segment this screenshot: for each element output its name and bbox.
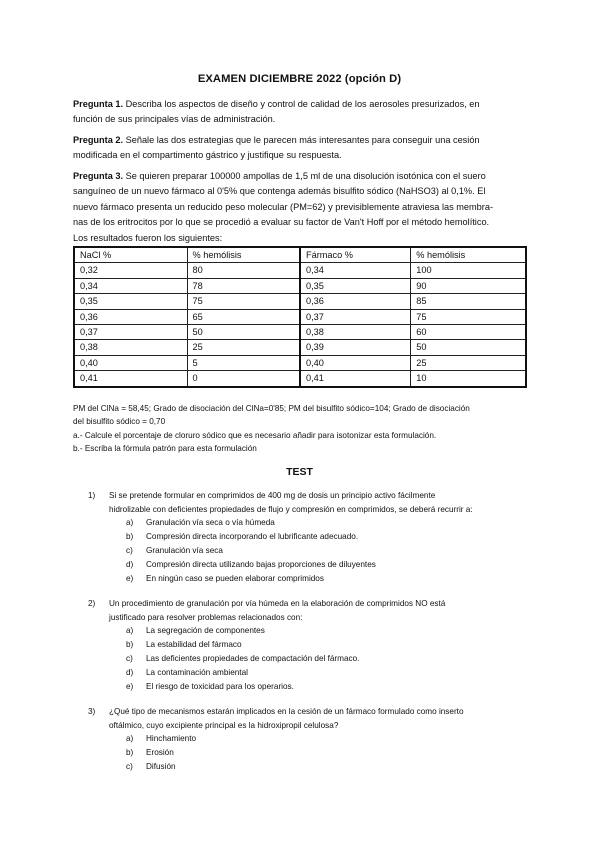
question-3-text-line: Se quieren preparar 100000 ampollas de 1,5 ml de una disolución isotónica con el suero [123,171,486,181]
note-line: del bisulfito sódico = 0,70 [73,417,166,427]
table-cell: 0,37 [300,309,411,324]
option-text: Compresión directa incorporando el lubrificante adecuado. [146,532,359,541]
table-row [74,325,526,340]
question-2 [73,133,528,164]
test-question-text-line: oftálmico, cuyo excipiente principal es la hidroxipropil celulosa? [109,720,339,730]
question-2-label: Pregunta 2. [73,135,124,145]
table-row [74,309,526,324]
table-cell: 0,37 [74,325,187,340]
option-text: La estabilidad del fármaco [146,640,242,649]
test-question-text-line: Si se pretende formular en comprimidos de 400 mg de dosis un principio activo fácilmente [109,491,436,500]
question-3-text-line: sanguíneo de un nuevo fármaco al 0'5% que contenga además bisulfito sódico (NaHSO3) al 0,1%. El [73,186,486,197]
answer-option[interactable] [126,558,376,572]
test-question-text-line: Un procedimiento de granulación por vía húmeda en la elaboración de comprimidos NO está [109,599,446,608]
table-cell: 0,36 [300,294,411,309]
answer-option[interactable] [126,624,265,638]
option-text: Erosión [146,748,174,757]
option-letter: a) [126,734,134,743]
option-letter: d) [126,668,134,677]
question-1-text-line: función de sus principales vías de administración. [73,114,276,125]
table-cell: 0,40 [74,355,187,370]
option-text: Granulación vía seca [146,546,223,555]
table-cell: 5 [187,355,300,370]
answer-option[interactable] [126,680,294,694]
question-3-text-line: nuevo fármaco presenta un reducido peso molecular (PM=62) y previsiblemente atraviesa las membra- [73,201,494,212]
question-1 [73,97,528,128]
option-letter: d) [126,560,134,569]
option-text: El riesgo de toxicidad para los operarios. [146,682,294,691]
table-cell: 0,36 [74,309,187,324]
test-question-text-line: ¿Qué tipo de mecanismos estarán implicados en la cesión de un fármaco formulado como inserto [109,707,464,716]
table-header-cell: % hemólisis [187,247,300,263]
answer-option[interactable] [126,638,242,652]
exam-title: EXAMEN DICIEMBRE 2022 (opción D) [197,73,402,85]
table-row [74,340,526,355]
option-letter: e) [126,574,134,583]
option-text: Las deficientes propiedades de compactación del fármaco. [146,654,360,663]
option-text: La contaminación ambiental [146,668,248,677]
table-cell: 0,32 [74,263,187,278]
table-cell: 0,38 [300,325,411,340]
answer-option[interactable] [126,544,223,558]
option-letter: a) [126,626,134,635]
answer-option[interactable] [126,516,275,530]
table-header-cell: % hemólisis [411,247,526,263]
hemolysis-table [73,246,527,388]
option-letter: e) [126,682,134,691]
option-letter: c) [126,546,133,555]
table-cell: 75 [187,294,300,309]
table-cell: 60 [411,325,526,340]
table-cell: 0,39 [300,340,411,355]
table-cell: 65 [187,309,300,324]
table-cell: 90 [411,278,526,293]
question-2-text-line: modificada en el compartimento gástrico y justifique su respuesta. [73,150,342,161]
question-3 [73,169,528,246]
table-row [74,371,526,387]
test-question-number: 3) [88,707,96,716]
table-row [74,263,526,278]
table-cell: 78 [187,278,300,293]
table-cell: 75 [411,309,526,324]
option-text: La segregación de componentes [146,626,265,635]
test-question-number: 1) [88,491,96,500]
table-cell: 0,34 [300,263,411,278]
option-text: Compresión directa utilizando bajas proporciones de diluyentes [146,560,376,569]
option-letter: b) [126,532,134,541]
option-text: Difusión [146,762,176,771]
table-cell: 0,40 [300,355,411,370]
answer-option[interactable] [126,760,176,774]
table-header-cell: Fármaco % [300,247,411,263]
table-row [74,294,526,309]
answer-option[interactable] [126,666,248,680]
question-2-text-line: Señale las dos estrategias que le parecen más interesantes para conseguir una cesión [123,135,480,145]
option-letter: c) [126,762,133,771]
option-letter: b) [126,748,134,757]
answer-option[interactable] [126,746,174,760]
table-cell: 25 [187,340,300,355]
test-title: TEST [286,466,313,478]
option-letter: b) [126,640,134,649]
question-3-label: Pregunta 3. [73,171,124,181]
question-1-text-line: Describa los aspectos de diseño y control de calidad de los aerosoles presurizados, en [123,99,480,109]
table-cell: 25 [411,355,526,370]
test-question-number: 2) [88,599,96,608]
answer-option[interactable] [126,652,359,666]
answer-option[interactable] [126,572,324,586]
table-cell: 50 [411,340,526,355]
note-line: PM del ClNa = 58,45; Grado de disociación del ClNa=0'85; PM del bisulfito sódico=104; Grado de disociación [73,404,470,413]
table-row [74,355,526,370]
option-letter: c) [126,654,133,663]
table-cell: 0,35 [300,278,411,293]
question-3-text-line: Los resultados fueron los siguientes: [73,232,223,243]
table-cell: 0 [187,371,300,387]
note-line: a.- Calcule el porcentaje de cloruro sódico que es necesario añadir para isotonizar esta formulación. [73,430,437,440]
table-cell: 85 [411,294,526,309]
table-cell: 80 [187,263,300,278]
table-cell: 0,38 [74,340,187,355]
note-line: b.- Escriba la fórmula patrón para esta formulación [73,443,257,453]
table-cell: 100 [411,263,526,278]
option-text: Hinchamiento [146,734,197,743]
answer-option[interactable] [126,530,358,544]
answer-option[interactable] [126,732,196,746]
table-cell: 0,34 [74,278,187,293]
option-letter: a) [126,518,134,527]
test-question-text-line: hidrolizable con deficientes propiedades de flujo y compresión en comprimidos, se deberá recurrir a: [109,504,473,514]
table-notes [73,402,533,455]
table-row [74,278,526,293]
table-cell: 0,41 [300,371,411,387]
table-cell: 0,41 [74,371,187,387]
question-3-text-line: nas de los eritrocitos por lo que se procedió a evaluar su factor de Van't Hoff por el método hemolítico. [73,217,490,228]
option-text: En ningún caso se pueden elaborar comprimidos [146,574,324,583]
table-header-row [74,247,526,263]
test-question-text-line: justificado para resolver problemas relacionados con: [109,612,303,622]
table-cell: 50 [187,325,300,340]
table-header-cell: NaCl % [74,247,187,263]
question-1-label: Pregunta 1. [73,99,124,109]
option-text: Granulación vía seca o vía húmeda [146,518,275,527]
table-cell: 0,35 [74,294,187,309]
table-cell: 10 [411,371,526,387]
